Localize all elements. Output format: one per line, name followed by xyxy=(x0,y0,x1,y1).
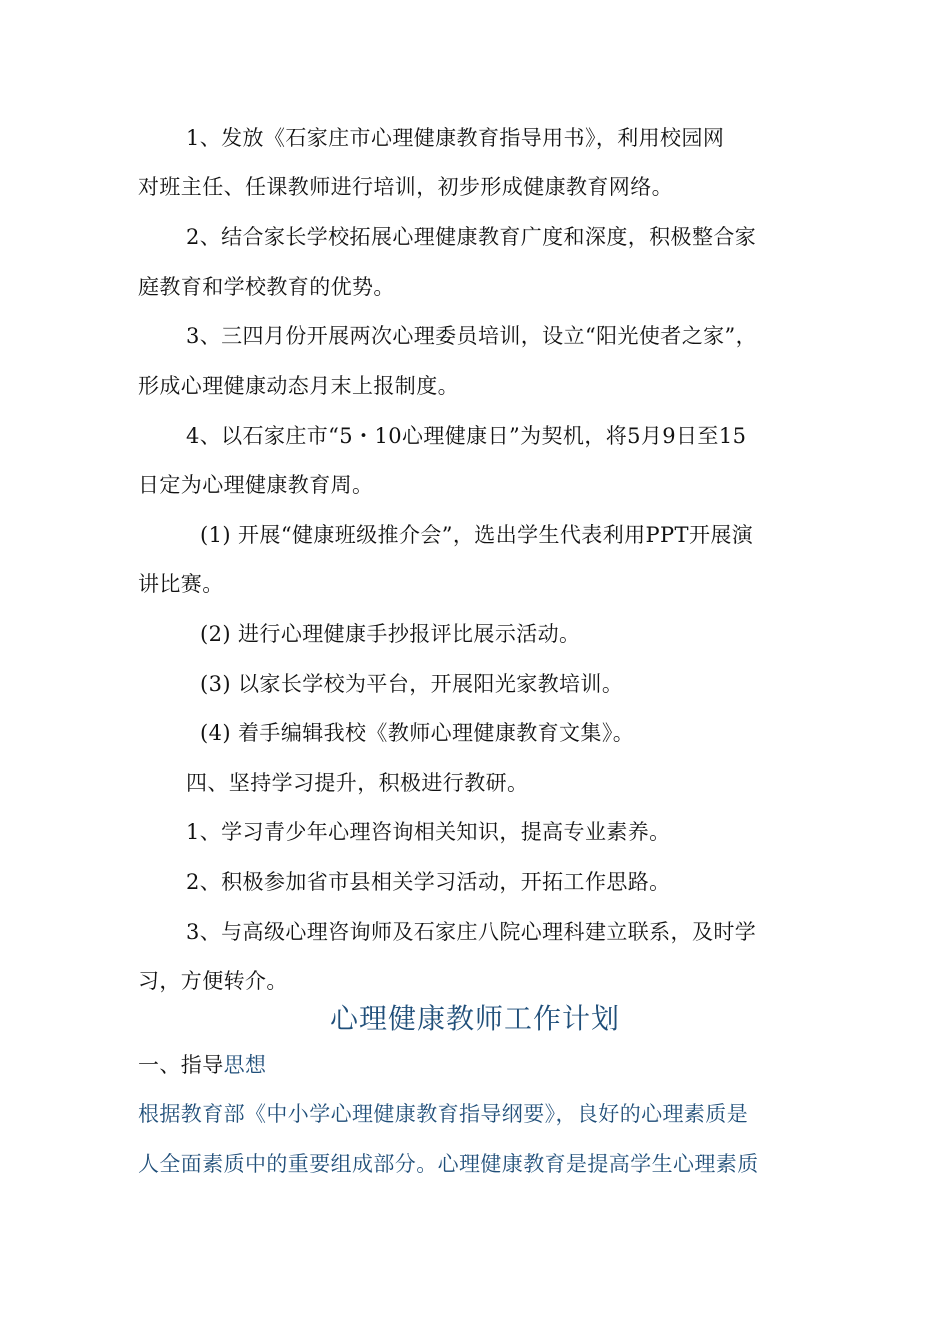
sub-item-4: (4) 着手编辑我校《教师心理健康教育文集》。 xyxy=(200,721,635,745)
document-title: 心理健康教师工作计划 xyxy=(329,1002,620,1035)
sub-item-1-line-1: (1) 开展“健康班级推介会”，选出学生代表利用PPT开展演 xyxy=(200,523,754,547)
heading-prefix: 一、指导 xyxy=(138,1053,224,1077)
heading-suffix: 思想 xyxy=(223,1053,267,1077)
section-four-item-1: 1、学习青少年心理咨询相关知识，提高专业素养。 xyxy=(186,820,671,844)
item-2-line-2: 庭教育和学校教育的优势。 xyxy=(138,275,395,299)
item-3-line-2: 形成心理健康动态月末上报制度。 xyxy=(138,374,459,398)
item-2-line-1: 2、结合家长学校拓展心理健康教育广度和深度，积极整合家 xyxy=(186,225,757,249)
item-4-line-1: 4、以石家庄市“5・10心理健康日”为契机，将5月9日至15 xyxy=(186,424,747,448)
section-four-item-3-line-1: 3、与高级心理咨询师及石家庄八院心理科建立联系，及时学 xyxy=(186,920,757,944)
guiding-paragraph-line-1: 根据教育部《中小学心理健康教育指导纲要》，良好的心理素质是 xyxy=(138,1102,749,1126)
item-4-line-2: 日定为心理健康教育周。 xyxy=(138,473,374,497)
sub-item-3: (3) 以家长学校为平台，开展阳光家教培训。 xyxy=(200,672,624,696)
section-four-heading: 四、坚持学习提升，积极进行教研。 xyxy=(186,771,529,795)
section-four-item-2: 2、积极参加省市县相关学习活动，开拓工作思路。 xyxy=(186,870,671,894)
guiding-paragraph-line-2: 人全面素质中的重要组成部分。心理健康教育是提高学生心理素质 xyxy=(138,1152,759,1176)
item-3-line-1: 3、三四月份开展两次心理委员培训，设立“阳光使者之家”， xyxy=(186,324,758,348)
item-1-line-2: 对班主任、任课教师进行培训，初步形成健康教育网络。 xyxy=(138,175,673,199)
guiding-thought-heading xyxy=(138,1051,266,1079)
item-1-line-1: 1、发放《石家庄市心理健康教育指导用书》，利用校园网 xyxy=(186,126,725,150)
sub-item-2: (2) 进行心理健康手抄报评比展示活动。 xyxy=(200,622,581,646)
sub-item-1-line-2: 讲比赛。 xyxy=(138,572,224,596)
section-four-item-3-line-2: 习，方便转介。 xyxy=(138,969,288,993)
